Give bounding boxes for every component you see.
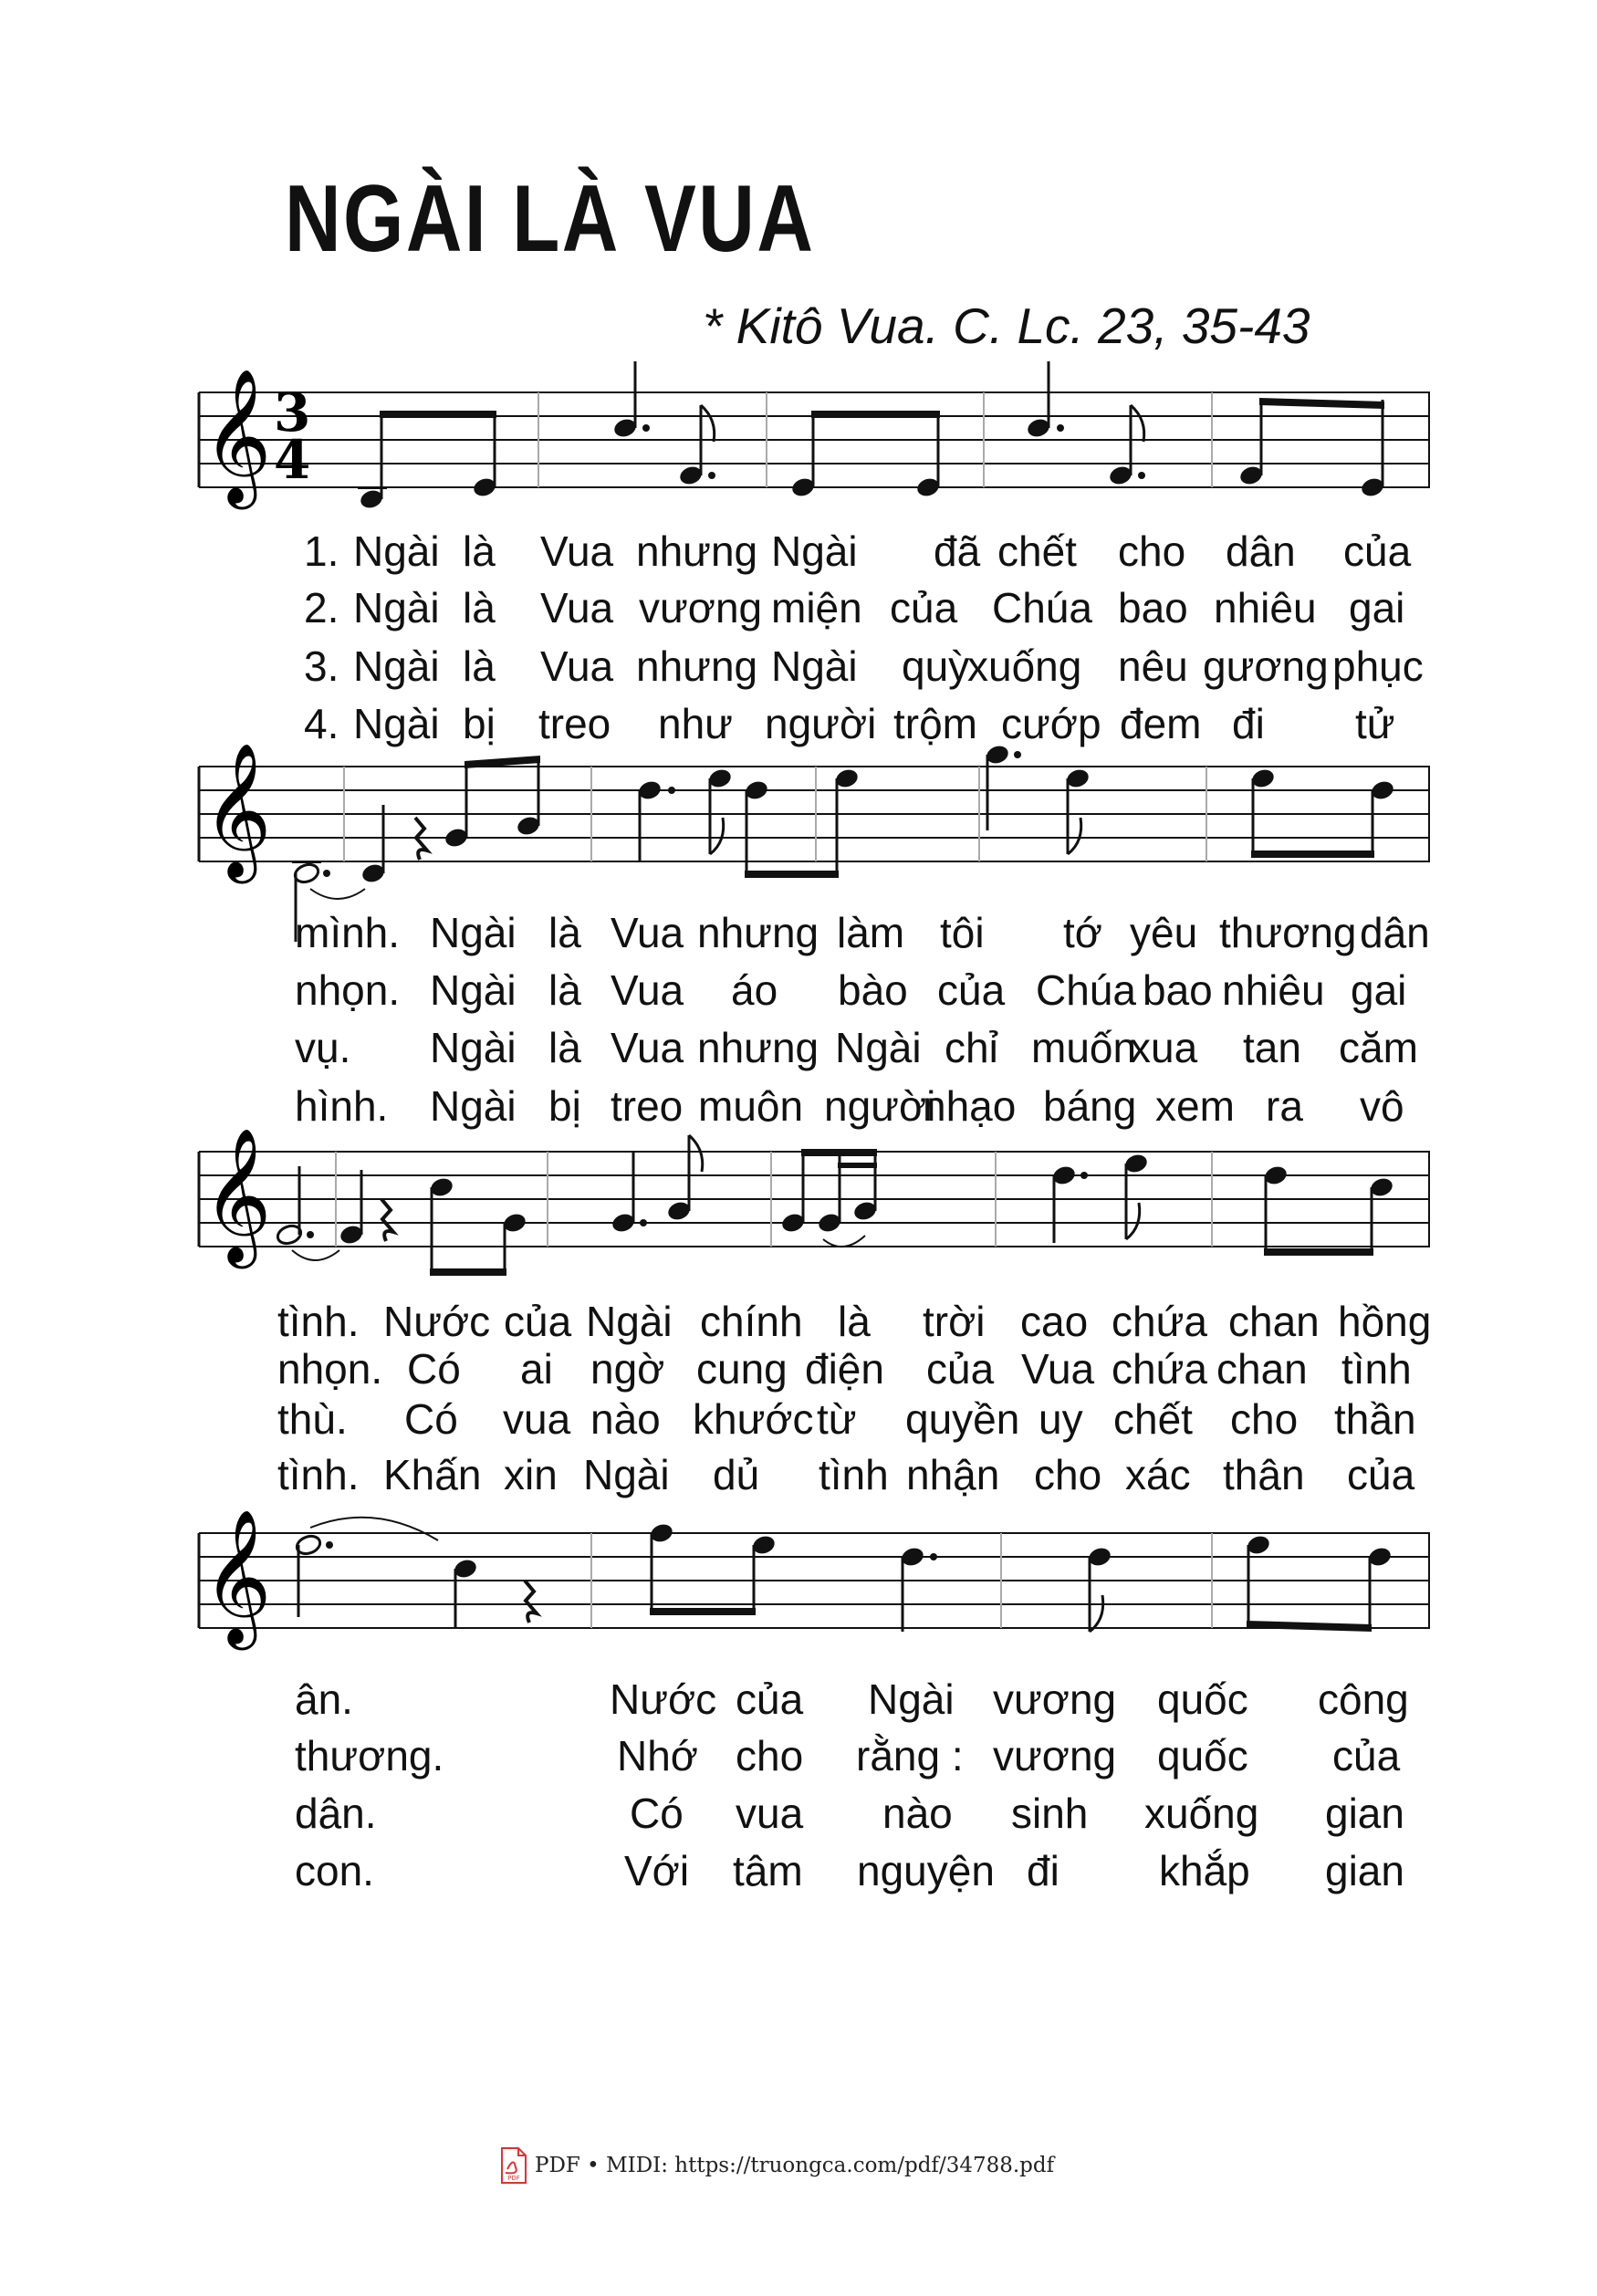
lyric-syllable: trời [923,1298,986,1345]
lyric-syllable: Có [404,1395,458,1443]
liturgical-subtitle: * Kitô Vua. C. Lc. 23, 35-43 [703,297,1310,354]
lyric-syllable: nhưng [697,1024,819,1071]
lyric-syllable: của [504,1298,572,1345]
lyric-syllable: uy [1039,1395,1083,1443]
verse-line [0,524,1597,579]
lyric-syllable: vô [1360,1082,1404,1130]
verse-line [0,1341,1597,1396]
lyric-syllable: là [548,909,581,956]
lyric-syllable: nhiêu [1214,584,1317,631]
lyric-syllable: Ngài [353,584,440,631]
verse-line [0,1672,1597,1727]
verse-line [0,639,1597,694]
lyric-syllable: cướp [1001,700,1101,747]
lyric-syllable: của [937,966,1006,1014]
lyric-syllable: xác [1125,1451,1191,1498]
lyric-syllable: Ngài [430,1024,517,1071]
lyric-syllable: Chúa [1036,966,1136,1014]
lyric-syllable: tình. [277,1298,360,1345]
verse-line [0,1392,1597,1446]
lyric-syllable: của [736,1675,804,1723]
lyric-syllable: Vua [611,1024,684,1071]
lyric-syllable: dân [1360,909,1430,956]
lyric-syllable: công [1318,1675,1409,1723]
lyric-syllable: xua [1130,1024,1198,1071]
lyric-syllable: chết [1113,1395,1193,1443]
treble-clef-icon: 𝄞 [203,1127,272,1263]
lyric-syllable: Ngài [583,1451,670,1498]
lyric-syllable: Vua [611,909,684,956]
lyric-syllable: tan [1243,1024,1301,1071]
lyric-syllable: trộm [893,700,977,747]
lyric-syllable: Nước [383,1298,491,1345]
lyric-syllable: nhọn. [277,1345,383,1393]
lyric-syllable: nhạo [923,1082,1017,1130]
lyric-syllable: Vua [540,642,614,690]
lyric-syllable: gian [1325,1790,1404,1837]
lyric-syllable: Ngài [430,1082,517,1130]
lyric-syllable: thần [1334,1395,1416,1443]
lyric-syllable: cho [1118,527,1186,575]
lyric-syllable: cho [1034,1451,1102,1498]
verse-line [0,1294,1597,1349]
lyric-syllable: quốc [1157,1675,1248,1723]
lyric-syllable: muốn [1031,1024,1137,1071]
lyric-syllable: quyền [905,1395,1020,1443]
lyric-syllable: mình. [295,909,401,956]
lyric-syllable: đem [1120,700,1202,747]
lyric-syllable: bào [838,966,908,1014]
staff-lines [199,1533,1430,1628]
lyric-syllable: xin [504,1451,558,1498]
lyric-syllable: chan [1216,1345,1308,1393]
lyric-syllable: là [838,1298,871,1345]
download-link[interactable]: PDF • MIDI: https://truongca.com/pdf/34788.pdf [535,2154,1055,2177]
lyric-syllable: vương [993,1675,1117,1723]
lyric-syllable: thương. [295,1732,444,1779]
lyric-syllable: của [1343,527,1412,575]
lyric-syllable: phục [1332,642,1424,690]
lyric-syllable: tình [1341,1345,1412,1393]
verse-line [0,905,1597,960]
lyric-syllable: nào [882,1790,953,1837]
lyric-syllable: cho [1230,1395,1299,1443]
lyric-syllable: ai [520,1345,553,1393]
lyric-syllable: muôn [698,1082,804,1130]
lyric-syllable: nào [590,1395,661,1443]
lyric-syllable: cung [696,1345,788,1393]
lyric-syllable: nguyện [857,1847,995,1894]
lyric-syllable: vua [736,1790,804,1837]
lyric-syllable: bao [1143,966,1213,1014]
lyric-syllable: rằng : [856,1732,964,1779]
lyric-syllable: đã [934,527,981,575]
lyric-syllable: là [463,584,496,631]
pdf-icon-label: PDF [507,2175,520,2182]
lyric-syllable: hồng [1338,1298,1432,1345]
song-title: NGÀI LÀ VUA [285,166,816,272]
verse-line [0,1728,1597,1783]
lyric-syllable: gian [1325,1847,1404,1894]
treble-clef-icon: 𝄞 [203,1508,272,1644]
lyric-syllable: từ [817,1395,857,1443]
treble-clef-icon: 𝄞 [203,742,272,878]
lyric-syllable: Ngài [868,1675,955,1723]
lyric-syllable: chính [700,1298,803,1345]
lyric-syllable: Vua [540,584,614,631]
lyric-syllable: điện [805,1345,884,1393]
lyric-syllable: thân [1223,1451,1305,1498]
lyric-syllable: Ngài [353,527,440,575]
lyric-syllable: tớ [1063,909,1102,956]
lyric-syllable: Vua [540,527,614,575]
lyric-syllable: làm [837,909,905,956]
lyric-syllable: nhận [906,1451,1000,1498]
lyric-syllable: áo [731,966,778,1014]
verse-line [0,1786,1597,1841]
verse-line [0,1020,1597,1075]
lyric-syllable: cho [736,1732,804,1779]
lyric-syllable: Nhớ [617,1732,698,1779]
lyric-syllable: xuống [967,642,1082,690]
lyric-syllable: bao [1118,584,1188,631]
lyric-syllable: xuống [1144,1790,1259,1837]
lyric-syllable: 2. [304,584,339,631]
lyric-syllable: sinh [1011,1790,1089,1837]
lyric-syllable: đi [1232,700,1265,747]
lyric-syllable: thương [1219,909,1357,956]
lyric-syllable: chứa [1112,1298,1207,1345]
lyric-syllable: là [548,966,581,1014]
lyric-syllable: bị [548,1082,581,1130]
lyric-syllable: người [824,1082,936,1130]
lyric-syllable: Ngài [430,966,517,1014]
lyric-syllable: treo [538,700,611,747]
lyric-syllable: là [463,527,496,575]
lyric-syllable: Vua [611,966,684,1014]
lyric-syllable: Nước [610,1675,717,1723]
lyric-syllable: của [926,1345,995,1393]
lyric-syllable: như [658,700,733,747]
lyric-syllable: Ngài [771,642,858,690]
lyric-syllable: Ngài [586,1298,673,1345]
lyric-syllable: tình [819,1451,889,1498]
lyric-syllable: nhưng [636,527,758,575]
lyric-syllable: bị [463,700,496,747]
lyric-syllable: khước [693,1395,814,1443]
lyric-syllable: Ngài [835,1024,922,1071]
lyric-syllable: chứa [1112,1345,1207,1393]
lyric-syllable: vương [639,584,763,631]
lyric-syllable: dân. [295,1790,377,1837]
lyric-syllable: Với [624,1847,690,1894]
time-signature-bottom: 4 [274,429,311,491]
lyric-syllable: vụ. [295,1024,351,1071]
lyric-syllable: đi [1027,1847,1059,1894]
lyric-syllable: quỳ [902,642,970,690]
lyric-syllable: Có [630,1790,684,1837]
lyric-syllable: của [890,584,958,631]
lyric-syllable: chỉ [945,1024,998,1071]
lyric-syllable: dân [1226,527,1296,575]
lyric-syllable: gai [1349,584,1405,631]
lyric-syllable: tình. [277,1451,360,1498]
time-signature-top: 3 [274,381,311,444]
lyric-syllable: của [1347,1451,1415,1498]
treble-clef-icon: 𝄞 [203,368,272,504]
lyric-syllable: con. [295,1847,374,1894]
lyric-syllable: yêu [1130,909,1198,956]
lyric-syllable: tử [1355,700,1395,747]
lyric-syllable: nhưng [636,642,758,690]
lyric-syllable: cao [1020,1298,1089,1345]
lyric-syllable: nhiêu [1222,966,1325,1014]
lyric-syllable: hình. [295,1082,389,1130]
lyric-syllable: ân. [295,1675,353,1723]
lyric-syllable: Vua [1021,1345,1095,1393]
verse-line [0,1447,1597,1502]
lyric-syllable: Chúa [992,584,1092,631]
lyric-syllable: chan [1228,1298,1320,1345]
lyric-syllable: 3. [304,642,339,690]
lyric-syllable: gương [1203,642,1329,690]
lyric-syllable: báng [1043,1082,1137,1130]
lyric-syllable: miện [771,584,862,631]
lyric-syllable: xem [1155,1082,1235,1130]
verse-line [0,580,1597,635]
lyric-syllable: gai [1351,966,1407,1014]
verse-line [0,963,1597,1018]
lyric-syllable: tôi [940,909,985,956]
lyric-syllable: Có [407,1345,461,1393]
lyric-syllable: người [765,700,877,747]
lyric-syllable: nhọn. [295,966,401,1014]
lyric-syllable: ra [1266,1082,1303,1130]
verse-line [0,1843,1597,1898]
lyric-syllable: Khấn [383,1451,482,1498]
lyric-syllable: vua [503,1395,571,1443]
notes [295,1518,1393,1632]
download-footer[interactable] [500,2145,1054,2186]
lyric-syllable: căm [1339,1024,1418,1071]
lyric-syllable: khắp [1159,1847,1250,1894]
lyric-syllable: là [548,1024,581,1071]
notes [276,1135,1395,1276]
lyric-syllable: nhưng [697,909,819,956]
lyric-syllable: Ngài [353,700,440,747]
lyric-syllable: 1. [304,527,339,575]
pdf-file-icon [500,2147,527,2184]
lyric-syllable: Ngài [430,909,517,956]
notes [358,361,1385,511]
lyric-syllable: 4. [304,700,339,747]
lyric-syllable: dủ [713,1451,760,1498]
lyric-syllable: nêu [1118,642,1188,690]
lyric-syllable: là [463,642,496,690]
lyric-syllable: Ngài [353,642,440,690]
lyric-syllable: treo [611,1082,684,1130]
lyric-syllable: thù. [277,1395,348,1443]
lyric-syllable: quốc [1157,1732,1248,1779]
lyric-syllable: chết [997,527,1077,575]
lyric-syllable: vương [993,1732,1117,1779]
lyric-syllable: của [1332,1732,1401,1779]
lyric-syllable: tâm [733,1847,803,1894]
lyric-syllable: ngờ [590,1345,665,1393]
lyric-syllable: Ngài [771,527,858,575]
